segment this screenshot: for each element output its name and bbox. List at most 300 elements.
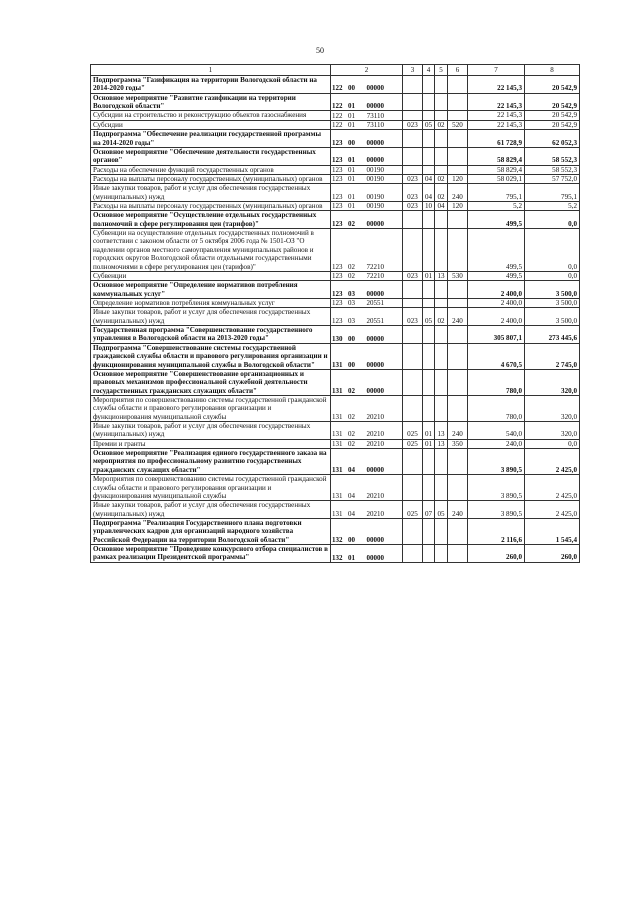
expense-type-code: [448, 147, 468, 165]
code-part: 12: [332, 272, 339, 281]
target-code: [331, 202, 403, 211]
subsection-code: [435, 211, 448, 229]
expense-type-code: 240: [448, 501, 468, 519]
expense-type-code: [448, 518, 468, 544]
column-header: 4: [423, 65, 435, 76]
ministry-code: [403, 229, 423, 272]
amount-year-2: 3 500,0: [525, 298, 580, 307]
code-part: 3: [339, 192, 343, 201]
code-part: 13: [332, 430, 339, 439]
section-code: [423, 449, 435, 475]
ministry-code: 023: [403, 271, 423, 280]
ministry-code: [403, 111, 423, 120]
section-code: [423, 326, 435, 344]
header-row: [91, 65, 580, 76]
ministry-code: [403, 518, 423, 544]
subsection-code: [435, 369, 448, 395]
code-part: 13: [332, 334, 339, 343]
code-part: 13: [332, 439, 339, 448]
column-header: 7: [468, 65, 525, 76]
budget-table: [90, 64, 580, 563]
expense-type-code: 240: [448, 422, 468, 440]
code-part: 3: [339, 316, 343, 325]
code-part: 1: [339, 360, 343, 369]
subsection-code: 13: [435, 271, 448, 280]
table-row: [91, 298, 580, 307]
code-part: 12: [332, 299, 339, 308]
code-part: 3: [339, 289, 343, 298]
target-code: [331, 130, 403, 148]
expense-type-code: [448, 229, 468, 272]
code-part: 3: [339, 202, 343, 211]
table-row: [91, 395, 580, 421]
table-row: [91, 202, 580, 211]
code-part: 00000: [366, 465, 384, 474]
section-code: [423, 518, 435, 544]
code-part: 13: [332, 492, 339, 500]
subsection-code: 02: [435, 174, 448, 183]
code-part: 01: [348, 553, 355, 562]
code-part: 1: [339, 430, 343, 439]
expense-type-code: [448, 395, 468, 421]
code-part: 02: [348, 439, 355, 448]
code-part: 01: [348, 156, 355, 165]
code-part: 00190: [366, 192, 384, 201]
amount-year-1: 5,2: [468, 202, 525, 211]
subsection-code: [435, 475, 448, 501]
code-part: 1: [339, 465, 343, 474]
amount-year-2: 273 445,6: [525, 326, 580, 344]
row-name: Подпрограмма "Газификация на территории Вологодской области на 2014-2020 годы": [91, 76, 331, 94]
amount-year-1: 499,5: [468, 271, 525, 280]
code-part: 12: [332, 138, 339, 147]
table-row: [91, 165, 580, 174]
section-code: 04: [423, 174, 435, 183]
subsection-code: [435, 449, 448, 475]
amount-year-1: 3 890,5: [468, 501, 525, 519]
code-part: 00000: [366, 386, 384, 395]
expense-type-code: 240: [448, 308, 468, 326]
row-name: Подпрограмма "Обеспечение реализации государственной программы на 2014-2020 годы": [91, 130, 331, 148]
amount-year-1: 305 807,1: [468, 326, 525, 344]
target-code: [331, 449, 403, 475]
code-part: 00000: [366, 219, 384, 228]
ministry-code: [403, 147, 423, 165]
amount-year-2: 0,0: [525, 211, 580, 229]
ministry-code: [403, 326, 423, 344]
code-part: 13: [332, 412, 339, 421]
subsection-code: [435, 165, 448, 174]
target-code: [331, 271, 403, 280]
table-row: [91, 449, 580, 475]
target-code: [331, 343, 403, 369]
target-code: [331, 111, 403, 120]
code-part: 00000: [366, 334, 384, 343]
code-part: 00000: [366, 553, 384, 562]
code-part: 02: [348, 386, 355, 395]
code-part: 20551: [366, 316, 384, 325]
row-name: Государственная программа "Совершенствование государственного управления в Вологодской области на 2013-2020 годы": [91, 326, 331, 344]
section-code: 07: [423, 501, 435, 519]
amount-year-2: 20 542,9: [525, 76, 580, 94]
row-name: Основное мероприятие "Реализация единого государственного заказа на мероприятия по профессиональному развитию государственных гражданских служащих области": [91, 449, 331, 475]
code-part: 12: [332, 175, 339, 184]
code-part: 3: [339, 138, 343, 147]
expense-type-code: [448, 130, 468, 148]
code-part: 2: [339, 102, 343, 111]
code-part: 12: [332, 316, 339, 325]
code-part: 13: [332, 535, 339, 544]
code-part: 00000: [366, 102, 384, 111]
target-code: [331, 439, 403, 448]
table-row: [91, 343, 580, 369]
code-part: 00000: [366, 84, 384, 93]
amount-year-1: 22 145,3: [468, 76, 525, 94]
subsection-code: 02: [435, 184, 448, 202]
row-name: Основное мероприятие "Определение нормативов потребления коммунальных услуг": [91, 281, 331, 299]
expense-type-code: 240: [448, 184, 468, 202]
code-part: 20210: [366, 509, 384, 518]
amount-year-1: 795,1: [468, 184, 525, 202]
amount-year-2: 0,0: [525, 229, 580, 272]
subsection-code: 13: [435, 422, 448, 440]
amount-year-1: 61 728,9: [468, 130, 525, 148]
expense-type-code: [448, 545, 468, 563]
ministry-code: 023: [403, 184, 423, 202]
subsection-code: [435, 147, 448, 165]
subsection-code: [435, 298, 448, 307]
code-part: 12: [332, 289, 339, 298]
table-row: [91, 130, 580, 148]
code-part: 01: [348, 192, 355, 201]
target-code: [331, 518, 403, 544]
table-row: [91, 545, 580, 563]
code-part: 2: [339, 535, 343, 544]
code-part: 3: [339, 219, 343, 228]
amount-year-2: 20 542,9: [525, 93, 580, 111]
table-row: [91, 111, 580, 120]
amount-year-2: 20 542,9: [525, 111, 580, 120]
target-code: [331, 184, 403, 202]
code-part: 02: [348, 430, 355, 439]
target-code: [331, 545, 403, 563]
subsection-code: 05: [435, 501, 448, 519]
code-part: 12: [332, 219, 339, 228]
code-part: 12: [332, 202, 339, 211]
ministry-code: [403, 130, 423, 148]
amount-year-2: 58 552,3: [525, 147, 580, 165]
column-header: 6: [448, 65, 468, 76]
amount-year-1: 780,0: [468, 369, 525, 395]
code-part: 12: [332, 165, 339, 174]
amount-year-2: 2 425,0: [525, 475, 580, 501]
code-part: 1: [339, 492, 343, 500]
code-part: 20210: [366, 492, 384, 500]
ministry-code: 025: [403, 439, 423, 448]
code-part: 13: [332, 465, 339, 474]
section-code: [423, 395, 435, 421]
amount-year-2: 20 542,9: [525, 120, 580, 129]
ministry-code: [403, 93, 423, 111]
table-row: [91, 184, 580, 202]
code-part: 20210: [366, 412, 384, 421]
amount-year-1: 499,5: [468, 211, 525, 229]
expense-type-code: 530: [448, 271, 468, 280]
code-part: 03: [348, 289, 355, 298]
amount-year-1: 2 400,0: [468, 298, 525, 307]
section-code: [423, 229, 435, 272]
code-part: 73110: [366, 111, 384, 120]
table-row: [91, 369, 580, 395]
row-name: Подпрограмма "Совершенствование системы государственной гражданской службы области и правового регулирования организации и функционирования муниципальной службы в Вологодской области": [91, 343, 331, 369]
section-code: 01: [423, 439, 435, 448]
section-code: [423, 369, 435, 395]
expense-type-code: [448, 111, 468, 120]
amount-year-1: 2 400,0: [468, 281, 525, 299]
code-part: 0: [339, 334, 343, 343]
table-row: [91, 211, 580, 229]
code-part: 00: [348, 138, 355, 147]
row-name: Основное мероприятие "Обеспечение деятельности государственных органов": [91, 147, 331, 165]
amount-year-2: 5,2: [525, 202, 580, 211]
ministry-code: [403, 343, 423, 369]
target-code: [331, 76, 403, 94]
amount-year-2: 1 545,4: [525, 518, 580, 544]
code-part: 00: [348, 360, 355, 369]
section-code: [423, 475, 435, 501]
code-part: 2: [339, 553, 343, 562]
code-part: 02: [348, 272, 355, 281]
code-part: 12: [332, 111, 339, 120]
code-part: 73110: [366, 120, 384, 129]
amount-year-1: 780,0: [468, 395, 525, 421]
code-part: 12: [332, 192, 339, 201]
code-part: 3: [339, 299, 343, 308]
row-name: Иные закупки товаров, работ и услуг для обеспечения государственных (муниципальных) нужд: [91, 308, 331, 326]
amount-year-2: 0,0: [525, 271, 580, 280]
amount-year-2: 3 500,0: [525, 308, 580, 326]
code-part: 20210: [366, 439, 384, 448]
code-part: 13: [332, 509, 339, 518]
target-code: [331, 120, 403, 129]
row-name: Расходы на обеспечение функций государственных органов: [91, 165, 331, 174]
expense-type-code: [448, 449, 468, 475]
expense-type-code: [448, 76, 468, 94]
amount-year-2: 320,0: [525, 422, 580, 440]
column-header: 3: [403, 65, 423, 76]
expense-type-code: [448, 475, 468, 501]
amount-year-1: 2 116,6: [468, 518, 525, 544]
amount-year-1: 22 145,3: [468, 120, 525, 129]
amount-year-1: 240,0: [468, 439, 525, 448]
section-code: 04: [423, 184, 435, 202]
section-code: [423, 76, 435, 94]
code-part: 12: [332, 156, 339, 165]
code-part: 2: [339, 111, 343, 120]
table-row: [91, 229, 580, 272]
expense-type-code: [448, 211, 468, 229]
amount-year-2: 2 425,0: [525, 449, 580, 475]
row-name: Основное мероприятие "Совершенствование организационных и правовых механизмов профессиональной служебной деятельности государственных гражданских служащих области": [91, 369, 331, 395]
subsection-code: [435, 93, 448, 111]
ministry-code: 023: [403, 174, 423, 183]
amount-year-1: 58 029,1: [468, 174, 525, 183]
ministry-code: [403, 298, 423, 307]
table-row: [91, 271, 580, 280]
expense-type-code: [448, 326, 468, 344]
code-part: 01: [348, 102, 355, 111]
code-part: 02: [348, 262, 355, 271]
subsection-code: [435, 111, 448, 120]
code-part: 00000: [366, 138, 384, 147]
section-code: [423, 298, 435, 307]
table-row: [91, 147, 580, 165]
row-name: Иные закупки товаров, работ и услуг для обеспечения государственных (муниципальных) нужд: [91, 501, 331, 519]
code-part: 3: [339, 165, 343, 174]
ministry-code: [403, 165, 423, 174]
code-part: 2: [339, 120, 343, 129]
expense-type-code: [448, 369, 468, 395]
target-code: [331, 165, 403, 174]
code-part: 13: [332, 553, 339, 562]
row-name: Субсидии: [91, 120, 331, 129]
ministry-code: [403, 281, 423, 299]
amount-year-2: 795,1: [525, 184, 580, 202]
target-code: [331, 174, 403, 183]
subsection-code: 13: [435, 439, 448, 448]
table-row: [91, 518, 580, 544]
section-code: 01: [423, 271, 435, 280]
code-part: 04: [348, 509, 355, 518]
code-part: 1: [339, 386, 343, 395]
amount-year-1: 58 829,4: [468, 165, 525, 174]
expense-type-code: 350: [448, 439, 468, 448]
column-header: 8: [525, 65, 580, 76]
section-code: 05: [423, 308, 435, 326]
subsection-code: [435, 229, 448, 272]
expense-type-code: [448, 165, 468, 174]
code-part: 20210: [366, 430, 384, 439]
code-part: 01: [348, 175, 355, 184]
code-part: 2: [339, 84, 343, 93]
amount-year-1: 3 890,5: [468, 475, 525, 501]
table-row: [91, 174, 580, 183]
code-part: 00000: [366, 535, 384, 544]
amount-year-2: 2 745,0: [525, 343, 580, 369]
row-name: Основное мероприятие "Развитие газификации на территории Вологодской области": [91, 93, 331, 111]
code-part: 04: [348, 492, 355, 500]
code-part: 12: [332, 102, 339, 111]
subsection-code: [435, 395, 448, 421]
row-name: Иные закупки товаров, работ и услуг для обеспечения государственных (муниципальных) нужд: [91, 422, 331, 440]
code-part: 1: [339, 439, 343, 448]
row-name: Расходы на выплаты персоналу государственных (муниципальных) органов: [91, 202, 331, 211]
target-code: [331, 281, 403, 299]
subsection-code: [435, 343, 448, 369]
table-row: [91, 501, 580, 519]
table-row: [91, 326, 580, 344]
section-code: [423, 111, 435, 120]
section-code: [423, 343, 435, 369]
section-code: [423, 281, 435, 299]
amount-year-1: 58 829,4: [468, 147, 525, 165]
ministry-code: [403, 369, 423, 395]
table-row: [91, 93, 580, 111]
section-code: [423, 147, 435, 165]
expense-type-code: 520: [448, 120, 468, 129]
code-part: 03: [348, 316, 355, 325]
row-name: Подпрограмма "Реализация Государственного плана подготовки управленческих кадров для организаций народного хозяйства Российской Федерации на территории Вологодской области": [91, 518, 331, 544]
subsection-code: [435, 76, 448, 94]
code-part: 1: [339, 412, 343, 421]
table-row: [91, 439, 580, 448]
column-header: 1: [91, 65, 331, 76]
expense-type-code: [448, 343, 468, 369]
row-name: Основное мероприятие "Осуществление отдельных государственных полномочий в сфере регулирования цен (тарифов)": [91, 211, 331, 229]
row-name: Мероприятия по совершенствованию системы государственной гражданской службы области и правового регулирования организации и функционирования муниципальной службы: [91, 395, 331, 421]
code-part: 02: [348, 219, 355, 228]
table-row: [91, 308, 580, 326]
target-code: [331, 369, 403, 395]
code-part: 00: [348, 334, 355, 343]
amount-year-2: 320,0: [525, 395, 580, 421]
table-row: [91, 281, 580, 299]
amount-year-1: 3 890,5: [468, 449, 525, 475]
code-part: 01: [348, 120, 355, 129]
amount-year-2: 58 552,3: [525, 165, 580, 174]
amount-year-1: 4 670,5: [468, 343, 525, 369]
subsection-code: [435, 281, 448, 299]
subsection-code: [435, 326, 448, 344]
ministry-code: [403, 449, 423, 475]
target-code: [331, 501, 403, 519]
ministry-code: 023: [403, 202, 423, 211]
code-part: 04: [348, 465, 355, 474]
code-part: 3: [339, 156, 343, 165]
amount-year-2: 62 052,3: [525, 130, 580, 148]
ministry-code: 025: [403, 422, 423, 440]
target-code: [331, 326, 403, 344]
row-name: Субсидии на строительство и реконструкцию объектов газоснабжения: [91, 111, 331, 120]
code-part: 1: [339, 509, 343, 518]
column-header: 2: [331, 65, 403, 76]
ministry-code: [403, 395, 423, 421]
ministry-code: [403, 545, 423, 563]
code-part: 00: [348, 535, 355, 544]
code-part: 00: [348, 84, 355, 93]
amount-year-2: 0,0: [525, 439, 580, 448]
code-part: 01: [348, 165, 355, 174]
subsection-code: 02: [435, 308, 448, 326]
row-name: Субвенции на осуществление отдельных государственных полномочий в соответствии с законом области от 5 октября 2006 года № 1501-ОЗ "О наделении органов местного самоуправления муниципальных районов и городских округов Вологодской области отдельными государственными полномочиями в сфере регулирования цен (тарифов)": [91, 229, 331, 272]
code-part: 01: [348, 111, 355, 120]
amount-year-1: 499,5: [468, 229, 525, 272]
section-code: 10: [423, 202, 435, 211]
amount-year-2: 2 425,0: [525, 501, 580, 519]
code-part: 00190: [366, 175, 384, 184]
target-code: [331, 395, 403, 421]
expense-type-code: 120: [448, 174, 468, 183]
section-code: [423, 130, 435, 148]
amount-year-1: 22 145,3: [468, 111, 525, 120]
table-row: [91, 475, 580, 501]
code-part: 02: [348, 412, 355, 421]
row-name: Основное мероприятие "Проведение конкурсного отбора специалистов в рамках реализации Президентской программы": [91, 545, 331, 563]
target-code: [331, 229, 403, 272]
code-part: 00190: [366, 165, 384, 174]
subsection-code: [435, 518, 448, 544]
target-code: [331, 298, 403, 307]
